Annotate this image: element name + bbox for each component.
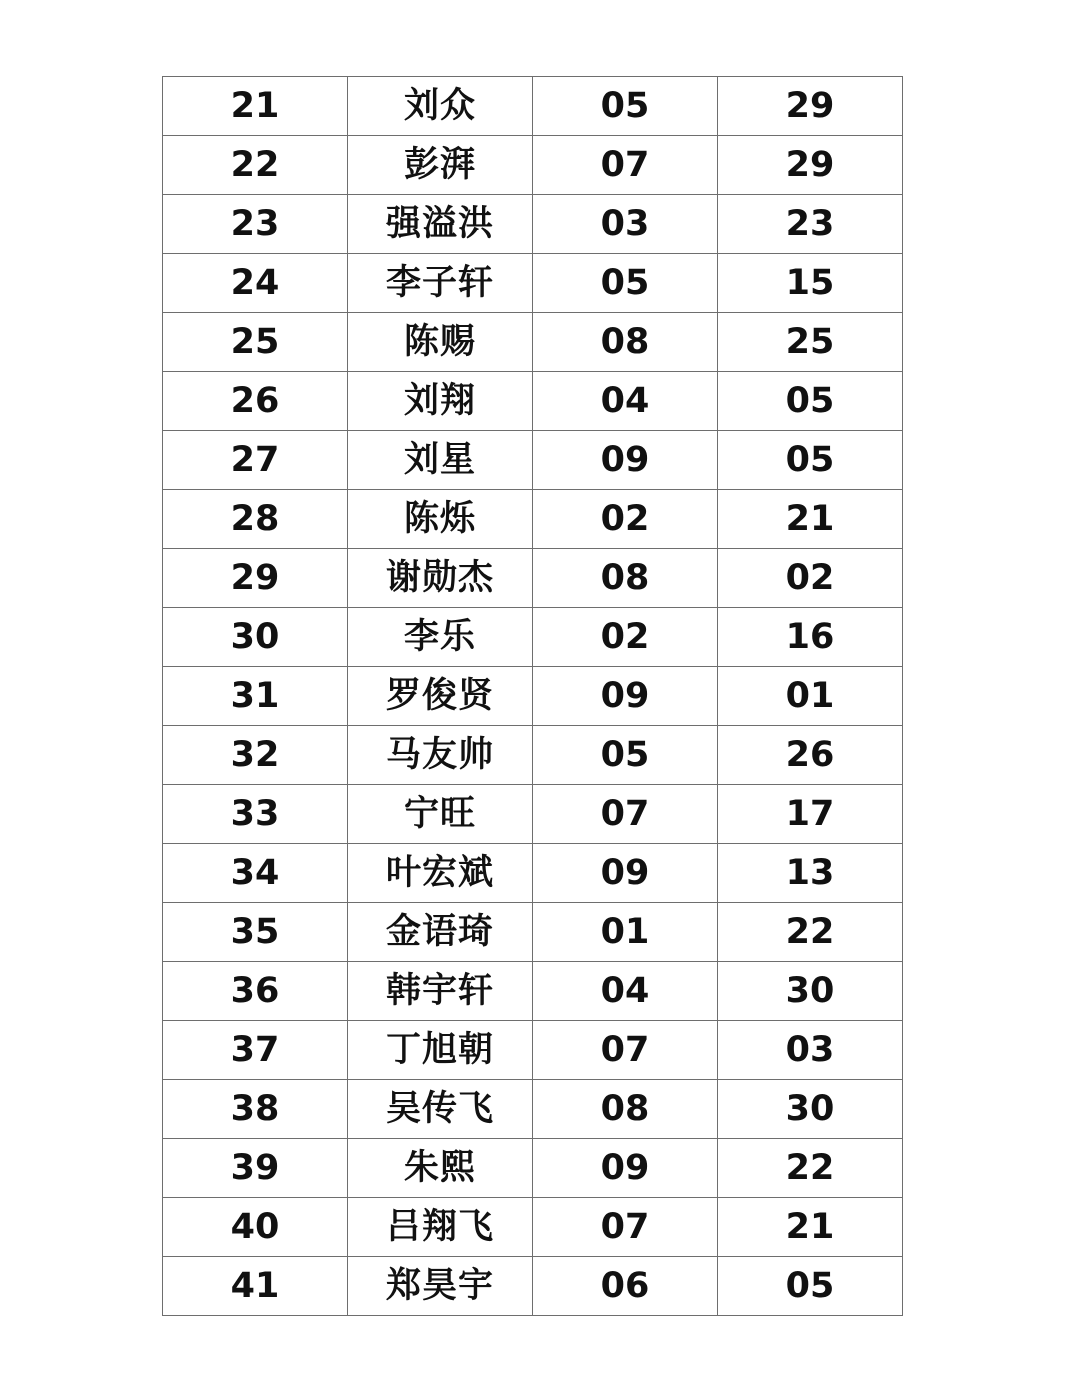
number-cell: 21: [163, 77, 348, 136]
code-cell: 01: [533, 903, 718, 962]
roster-table-body: [163, 77, 903, 1316]
value-cell: 29: [718, 136, 903, 195]
code-cell: 04: [533, 372, 718, 431]
table-row: [163, 1257, 903, 1316]
name-cell: 罗俊贤: [348, 667, 533, 726]
number-cell: 35: [163, 903, 348, 962]
value-cell: 01: [718, 667, 903, 726]
number-cell: 22: [163, 136, 348, 195]
code-cell: 05: [533, 254, 718, 313]
name-cell: 彭湃: [348, 136, 533, 195]
name-cell: 刘翔: [348, 372, 533, 431]
name-cell: 李乐: [348, 608, 533, 667]
value-cell: 21: [718, 490, 903, 549]
number-cell: 36: [163, 962, 348, 1021]
name-cell: 郑昊宇: [348, 1257, 533, 1316]
name-cell: 刘星: [348, 431, 533, 490]
table-row: [163, 490, 903, 549]
table-row: [163, 77, 903, 136]
table-row: [163, 1080, 903, 1139]
value-cell: 05: [718, 1257, 903, 1316]
table-row: [163, 431, 903, 490]
code-cell: 08: [533, 313, 718, 372]
value-cell: 30: [718, 1080, 903, 1139]
value-cell: 03: [718, 1021, 903, 1080]
number-cell: 29: [163, 549, 348, 608]
name-cell: 丁旭朝: [348, 1021, 533, 1080]
value-cell: 26: [718, 726, 903, 785]
code-cell: 02: [533, 608, 718, 667]
code-cell: 09: [533, 431, 718, 490]
number-cell: 28: [163, 490, 348, 549]
name-cell: 谢勋杰: [348, 549, 533, 608]
code-cell: 07: [533, 136, 718, 195]
number-cell: 40: [163, 1198, 348, 1257]
number-cell: 23: [163, 195, 348, 254]
value-cell: 15: [718, 254, 903, 313]
name-cell: 陈赐: [348, 313, 533, 372]
number-cell: 24: [163, 254, 348, 313]
code-cell: 07: [533, 1021, 718, 1080]
code-cell: 04: [533, 962, 718, 1021]
number-cell: 41: [163, 1257, 348, 1316]
roster-table: [162, 76, 903, 1316]
code-cell: 09: [533, 1139, 718, 1198]
table-row: [163, 785, 903, 844]
value-cell: 02: [718, 549, 903, 608]
table-row: [163, 549, 903, 608]
value-cell: 29: [718, 77, 903, 136]
value-cell: 22: [718, 1139, 903, 1198]
value-cell: 21: [718, 1198, 903, 1257]
value-cell: 23: [718, 195, 903, 254]
number-cell: 27: [163, 431, 348, 490]
name-cell: 吴传飞: [348, 1080, 533, 1139]
table-row: [163, 903, 903, 962]
number-cell: 33: [163, 785, 348, 844]
code-cell: 07: [533, 1198, 718, 1257]
number-cell: 30: [163, 608, 348, 667]
code-cell: 02: [533, 490, 718, 549]
value-cell: 16: [718, 608, 903, 667]
table-row: [163, 667, 903, 726]
table-row: [163, 726, 903, 785]
value-cell: 22: [718, 903, 903, 962]
number-cell: 39: [163, 1139, 348, 1198]
name-cell: 朱熙: [348, 1139, 533, 1198]
code-cell: 06: [533, 1257, 718, 1316]
name-cell: 刘众: [348, 77, 533, 136]
number-cell: 37: [163, 1021, 348, 1080]
value-cell: 05: [718, 372, 903, 431]
value-cell: 05: [718, 431, 903, 490]
value-cell: 25: [718, 313, 903, 372]
value-cell: 17: [718, 785, 903, 844]
number-cell: 38: [163, 1080, 348, 1139]
code-cell: 03: [533, 195, 718, 254]
table-row: [163, 1139, 903, 1198]
value-cell: 30: [718, 962, 903, 1021]
number-cell: 32: [163, 726, 348, 785]
code-cell: 07: [533, 785, 718, 844]
value-cell: 13: [718, 844, 903, 903]
table-row: [163, 136, 903, 195]
code-cell: 09: [533, 667, 718, 726]
code-cell: 09: [533, 844, 718, 903]
name-cell: 李子轩: [348, 254, 533, 313]
name-cell: 强溢洪: [348, 195, 533, 254]
roster-sheet: [162, 76, 903, 1316]
table-row: [163, 1021, 903, 1080]
number-cell: 34: [163, 844, 348, 903]
table-row: [163, 313, 903, 372]
name-cell: 叶宏斌: [348, 844, 533, 903]
code-cell: 08: [533, 549, 718, 608]
table-row: [163, 372, 903, 431]
table-row: [163, 1198, 903, 1257]
name-cell: 吕翔飞: [348, 1198, 533, 1257]
code-cell: 05: [533, 77, 718, 136]
code-cell: 05: [533, 726, 718, 785]
name-cell: 马友帅: [348, 726, 533, 785]
table-row: [163, 254, 903, 313]
number-cell: 31: [163, 667, 348, 726]
name-cell: 金语琦: [348, 903, 533, 962]
name-cell: 宁旺: [348, 785, 533, 844]
name-cell: 陈烁: [348, 490, 533, 549]
number-cell: 25: [163, 313, 348, 372]
table-row: [163, 962, 903, 1021]
table-row: [163, 608, 903, 667]
table-row: [163, 844, 903, 903]
name-cell: 韩宇轩: [348, 962, 533, 1021]
number-cell: 26: [163, 372, 348, 431]
code-cell: 08: [533, 1080, 718, 1139]
table-row: [163, 195, 903, 254]
